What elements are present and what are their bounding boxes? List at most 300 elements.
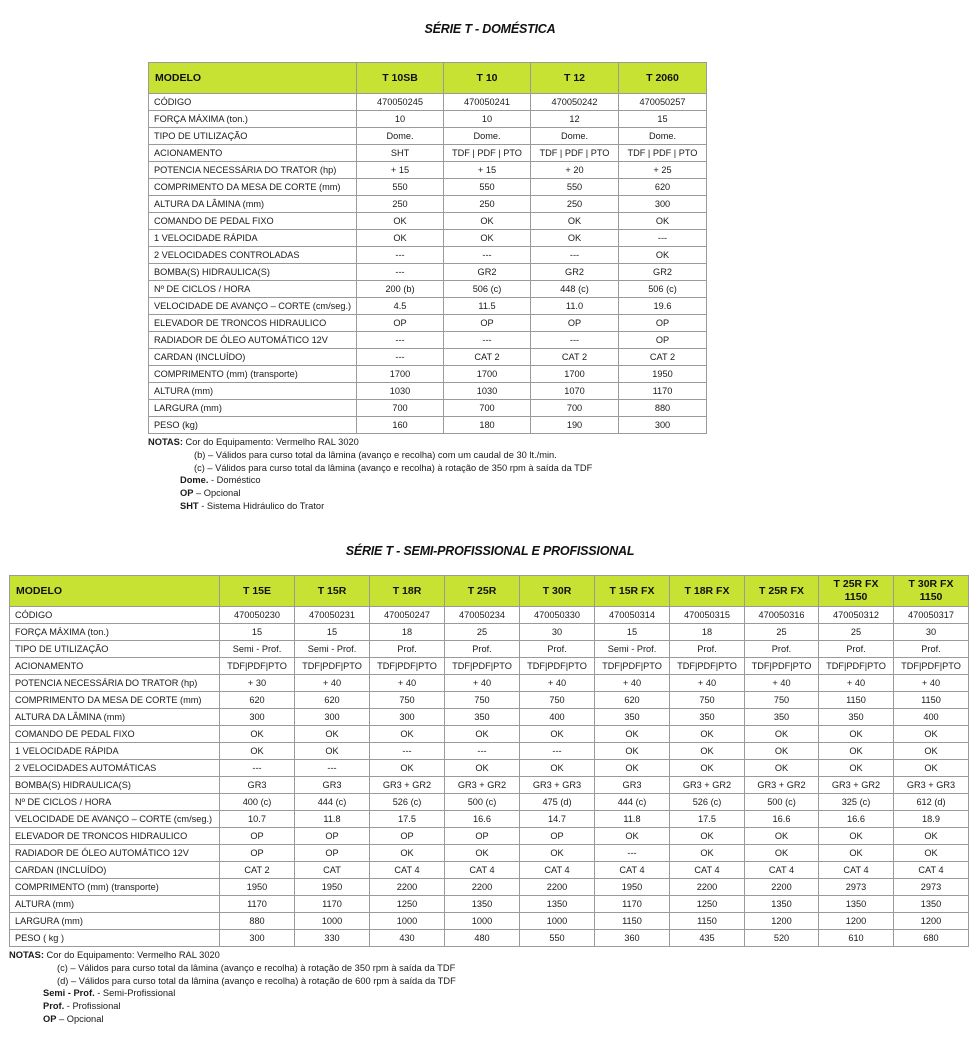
note-abbreviation: SHT	[180, 500, 199, 511]
column-header-model: T 10SB	[357, 63, 444, 94]
cell-value: 180	[444, 417, 531, 434]
cell-value: ---	[444, 247, 531, 264]
cell-value: 19.6	[619, 298, 707, 315]
cell-value: 520	[745, 930, 819, 947]
cell-value: 470050257	[619, 94, 707, 111]
cell-value: 2200	[445, 879, 520, 896]
cell-value: GR3 + GR2	[819, 777, 894, 794]
cell-value: 1350	[819, 896, 894, 913]
cell-value: 470050314	[595, 607, 670, 624]
cell-value: 11.5	[444, 298, 531, 315]
row-label: RADIADOR DE ÓLEO AUTOMÁTICO 12V	[10, 845, 220, 862]
row-label: RADIADOR DE ÓLEO AUTOMÁTICO 12V	[149, 332, 357, 349]
note-line	[9, 1013, 456, 1026]
notes-header-line	[9, 949, 456, 962]
cell-value: TDF|PDF|PTO	[295, 658, 370, 675]
cell-value: 10.7	[220, 811, 295, 828]
cell-value: 470050230	[220, 607, 295, 624]
cell-value: 750	[370, 692, 445, 709]
table-row	[149, 145, 707, 162]
cell-value: 16.6	[445, 811, 520, 828]
cell-value: OK	[370, 726, 445, 743]
cell-value: 10	[357, 111, 444, 128]
cell-value: 2200	[745, 879, 819, 896]
cell-value: 15	[595, 624, 670, 641]
note-text: (c) – Válidos para curso total da lâmina (avanço e recolha) à rotação de 350 rpm à saída da TDF	[57, 962, 456, 973]
cell-value: OK	[894, 760, 969, 777]
cell-value: CAT 2	[531, 349, 619, 366]
cell-value: OK	[894, 828, 969, 845]
table-row	[10, 845, 969, 862]
cell-value: 470050242	[531, 94, 619, 111]
cell-value: + 40	[520, 675, 595, 692]
cell-value: CAT 4	[445, 862, 520, 879]
cell-value: Dome.	[531, 128, 619, 145]
cell-value: 2200	[520, 879, 595, 896]
row-label: FORÇA MÁXIMA (ton.)	[10, 624, 220, 641]
row-label: VELOCIDADE DE AVANÇO – CORTE (cm/seg.)	[149, 298, 357, 315]
row-label: COMPRIMENTO (mm) (transporte)	[10, 879, 220, 896]
cell-value: 1700	[357, 366, 444, 383]
row-label: FORÇA MÁXIMA (ton.)	[149, 111, 357, 128]
cell-value: OK	[670, 845, 745, 862]
cell-value: CAT 4	[745, 862, 819, 879]
cell-value: OK	[619, 247, 707, 264]
cell-value: GR3 + GR2	[370, 777, 445, 794]
cell-value: GR3	[295, 777, 370, 794]
cell-value: 1350	[520, 896, 595, 913]
cell-value: + 40	[595, 675, 670, 692]
cell-value: 360	[595, 930, 670, 947]
cell-value: 550	[444, 179, 531, 196]
row-label: CÓDIGO	[149, 94, 357, 111]
cell-value: 1350	[894, 896, 969, 913]
cell-value: 2973	[819, 879, 894, 896]
cell-value: 250	[444, 196, 531, 213]
cell-value: CAT 4	[819, 862, 894, 879]
cell-value: OK	[595, 828, 670, 845]
cell-value: TDF|PDF|PTO	[819, 658, 894, 675]
table-row	[149, 383, 707, 400]
cell-value: 300	[295, 709, 370, 726]
cell-value: 325 (c)	[819, 794, 894, 811]
cell-value: 700	[531, 400, 619, 417]
cell-value: OK	[595, 760, 670, 777]
row-label: BOMBA(S) HIDRAULICA(S)	[10, 777, 220, 794]
cell-value: OP	[295, 845, 370, 862]
note-text: (c) – Válidos para curso total da lâmina (avanço e recolha) à rotação de 350 rpm à saída da TDF	[194, 462, 593, 473]
cell-value: Semi - Prof.	[295, 641, 370, 658]
row-label: CARDAN (INCLUÍDO)	[149, 349, 357, 366]
cell-value: OP	[444, 315, 531, 332]
domestic-notes	[148, 436, 592, 513]
cell-value: 400 (c)	[220, 794, 295, 811]
note-line	[148, 449, 592, 462]
cell-value: OK	[670, 760, 745, 777]
cell-value: 330	[295, 930, 370, 947]
notes-header-line	[148, 436, 592, 449]
cell-value: 10	[444, 111, 531, 128]
cell-value: CAT 4	[670, 862, 745, 879]
cell-value: 526 (c)	[670, 794, 745, 811]
cell-value: ---	[444, 332, 531, 349]
cell-value: TDF | PDF | PTO	[531, 145, 619, 162]
note-line	[9, 962, 456, 975]
cell-value: 700	[444, 400, 531, 417]
cell-value: OP	[445, 828, 520, 845]
cell-value: CAT 4	[520, 862, 595, 879]
table-row	[10, 709, 969, 726]
cell-value: 18	[370, 624, 445, 641]
cell-value: 16.6	[819, 811, 894, 828]
domestic-spec-table	[148, 62, 707, 434]
cell-value: ---	[619, 230, 707, 247]
cell-value: 506 (c)	[444, 281, 531, 298]
domestic-series-title: SÉRIE T - DOMÉSTICA	[424, 22, 556, 36]
cell-value: Dome.	[444, 128, 531, 145]
cell-value: 1150	[894, 692, 969, 709]
cell-value: 475 (d)	[520, 794, 595, 811]
cell-value: + 40	[819, 675, 894, 692]
table-row	[10, 828, 969, 845]
cell-value: OK	[295, 726, 370, 743]
cell-value: + 30	[220, 675, 295, 692]
cell-value: + 40	[894, 675, 969, 692]
table-row	[149, 128, 707, 145]
professional-spec-table	[9, 575, 969, 947]
cell-value: 350	[819, 709, 894, 726]
cell-value: + 40	[670, 675, 745, 692]
note-line	[9, 1000, 456, 1013]
cell-value: OK	[819, 743, 894, 760]
cell-value: OK	[619, 213, 707, 230]
cell-value: 550	[531, 179, 619, 196]
row-label: LARGURA (mm)	[149, 400, 357, 417]
cell-value: TDF|PDF|PTO	[595, 658, 670, 675]
table-row	[10, 896, 969, 913]
cell-value: GR2	[531, 264, 619, 281]
cell-value: 470050317	[894, 607, 969, 624]
row-label: COMANDO DE PEDAL FIXO	[10, 726, 220, 743]
row-label: CÓDIGO	[10, 607, 220, 624]
cell-value: OK	[370, 845, 445, 862]
cell-value: Prof.	[370, 641, 445, 658]
cell-value: 470050245	[357, 94, 444, 111]
cell-value: OK	[819, 726, 894, 743]
cell-value: 15	[295, 624, 370, 641]
cell-value: Prof.	[745, 641, 819, 658]
column-header-model: T 15E	[220, 576, 295, 607]
row-label: COMPRIMENTO DA MESA DE CORTE (mm)	[149, 179, 357, 196]
row-label: TIPO DE UTILIZAÇÃO	[10, 641, 220, 658]
cell-value: TDF|PDF|PTO	[670, 658, 745, 675]
cell-value: 444 (c)	[295, 794, 370, 811]
row-label: ALTURA DA LÂMINA (mm)	[149, 196, 357, 213]
note-text: (d) – Válidos para curso total da lâmina (avanço e recolha) à rotação de 600 rpm à saída da TDF	[57, 975, 456, 986]
cell-value: OK	[445, 726, 520, 743]
column-header-model: T 30R FX 1150	[894, 576, 969, 607]
cell-value: OK	[357, 230, 444, 247]
table-row	[10, 913, 969, 930]
cell-value: 610	[819, 930, 894, 947]
table-row	[149, 366, 707, 383]
row-label: ELEVADOR DE TRONCOS HIDRAULICO	[10, 828, 220, 845]
row-label: PESO ( kg )	[10, 930, 220, 947]
note-line	[9, 975, 456, 988]
cell-value: 448 (c)	[531, 281, 619, 298]
table-row	[10, 760, 969, 777]
row-label: ALTURA (mm)	[149, 383, 357, 400]
cell-value: OK	[444, 230, 531, 247]
cell-value: 25	[445, 624, 520, 641]
cell-value: 350	[445, 709, 520, 726]
table-row	[149, 315, 707, 332]
cell-value: OP	[531, 315, 619, 332]
cell-value: OK	[520, 845, 595, 862]
cell-value: 15	[220, 624, 295, 641]
cell-value: OK	[370, 760, 445, 777]
cell-value: 1350	[745, 896, 819, 913]
cell-value: 550	[520, 930, 595, 947]
column-header-model: T 15R	[295, 576, 370, 607]
cell-value: OK	[745, 760, 819, 777]
cell-value: 300	[370, 709, 445, 726]
cell-value: 1000	[370, 913, 445, 930]
cell-value: 250	[357, 196, 444, 213]
cell-value: CAT	[295, 862, 370, 879]
cell-value: CAT 2	[444, 349, 531, 366]
cell-value: + 15	[357, 162, 444, 179]
cell-value: 1350	[445, 896, 520, 913]
column-header-model: T 12	[531, 63, 619, 94]
cell-value: ---	[520, 743, 595, 760]
cell-value: 620	[595, 692, 670, 709]
cell-value: TDF|PDF|PTO	[370, 658, 445, 675]
cell-value: 300	[220, 930, 295, 947]
cell-value: 1170	[220, 896, 295, 913]
cell-value: CAT 4	[894, 862, 969, 879]
cell-value: OK	[357, 213, 444, 230]
table-row	[149, 162, 707, 179]
cell-value: TDF|PDF|PTO	[445, 658, 520, 675]
cell-value: 470050234	[445, 607, 520, 624]
note-abbreviation: Semi - Prof.	[43, 988, 95, 999]
note-text: - Semi-Profissional	[94, 988, 176, 999]
note-abbreviation: Dome.	[180, 475, 209, 486]
row-label: 2 VELOCIDADES CONTROLADAS	[149, 247, 357, 264]
cell-value: ---	[595, 845, 670, 862]
note-text: - Sistema Hidráulico do Trator	[198, 500, 325, 511]
cell-value: CAT 2	[220, 862, 295, 879]
row-label: POTENCIA NECESSÁRIA DO TRATOR (hp)	[149, 162, 357, 179]
column-header-model: T 15R FX	[595, 576, 670, 607]
table-row	[149, 196, 707, 213]
header-row	[10, 576, 969, 607]
cell-value: 750	[520, 692, 595, 709]
row-label: COMPRIMENTO DA MESA DE CORTE (mm)	[10, 692, 220, 709]
note-text: - Doméstico	[208, 475, 261, 486]
cell-value: 160	[357, 417, 444, 434]
row-label: ACIONAMENTO	[149, 145, 357, 162]
cell-value: OK	[295, 743, 370, 760]
cell-value: GR2	[619, 264, 707, 281]
cell-value: 750	[670, 692, 745, 709]
row-label: Nº DE CICLOS / HORA	[10, 794, 220, 811]
note-abbreviation: OP	[43, 1013, 57, 1024]
cell-value: 1170	[595, 896, 670, 913]
note-abbreviation: Prof.	[43, 1001, 65, 1012]
table-row	[10, 675, 969, 692]
cell-value: 1030	[357, 383, 444, 400]
cell-value: 620	[619, 179, 707, 196]
cell-value: TDF|PDF|PTO	[520, 658, 595, 675]
column-header-model: T 25R FX	[745, 576, 819, 607]
cell-value: OK	[894, 743, 969, 760]
cell-value: GR3 + GR2	[745, 777, 819, 794]
cell-value: + 40	[295, 675, 370, 692]
cell-value: 1950	[295, 879, 370, 896]
cell-value: 750	[745, 692, 819, 709]
cell-value: SHT	[357, 145, 444, 162]
cell-value: Prof.	[445, 641, 520, 658]
cell-value: Prof.	[520, 641, 595, 658]
cell-value: ---	[220, 760, 295, 777]
cell-value: OK	[819, 845, 894, 862]
cell-value: OK	[745, 726, 819, 743]
table-row	[149, 349, 707, 366]
cell-value: 250	[531, 196, 619, 213]
cell-value: 300	[619, 417, 707, 434]
cell-value: ---	[295, 760, 370, 777]
table-row	[10, 692, 969, 709]
cell-value: OK	[220, 726, 295, 743]
cell-value: 17.5	[370, 811, 445, 828]
cell-value: ---	[531, 247, 619, 264]
cell-value: 750	[445, 692, 520, 709]
cell-value: 1170	[295, 896, 370, 913]
cell-value: OK	[444, 213, 531, 230]
cell-value: 700	[357, 400, 444, 417]
cell-value: 2200	[670, 879, 745, 896]
cell-value: 1250	[370, 896, 445, 913]
table-row	[10, 607, 969, 624]
cell-value: 1700	[444, 366, 531, 383]
note-line	[9, 987, 456, 1000]
row-label: 2 VELOCIDADES AUTOMÁTICAS	[10, 760, 220, 777]
cell-value: 612 (d)	[894, 794, 969, 811]
note-text: - Profissional	[64, 1001, 121, 1012]
cell-value: 880	[220, 913, 295, 930]
column-header-model: T 18R FX	[670, 576, 745, 607]
cell-value: 14.7	[520, 811, 595, 828]
table-row	[10, 777, 969, 794]
cell-value: 506 (c)	[619, 281, 707, 298]
note-text: – Opcional	[56, 1013, 104, 1024]
cell-value: 1950	[220, 879, 295, 896]
cell-value: OK	[520, 760, 595, 777]
cell-value: GR3 + GR3	[894, 777, 969, 794]
row-label: COMANDO DE PEDAL FIXO	[149, 213, 357, 230]
table-row	[149, 417, 707, 434]
cell-value: 400	[520, 709, 595, 726]
table-row	[10, 726, 969, 743]
table-row	[10, 794, 969, 811]
row-label: COMPRIMENTO (mm) (transporte)	[149, 366, 357, 383]
cell-value: 18	[670, 624, 745, 641]
table-row	[149, 332, 707, 349]
table-row	[10, 879, 969, 896]
note-line	[148, 500, 592, 513]
cell-value: + 15	[444, 162, 531, 179]
cell-value: 1700	[531, 366, 619, 383]
cell-value: Prof.	[894, 641, 969, 658]
cell-value: ---	[531, 332, 619, 349]
column-header-model: T 25R FX 1150	[819, 576, 894, 607]
cell-value: 470050312	[819, 607, 894, 624]
cell-value: 2200	[370, 879, 445, 896]
row-label: Nº DE CICLOS / HORA	[149, 281, 357, 298]
cell-value: 30	[894, 624, 969, 641]
table-row	[149, 281, 707, 298]
row-label: LARGURA (mm)	[10, 913, 220, 930]
cell-value: GR3 + GR2	[445, 777, 520, 794]
cell-value: 526 (c)	[370, 794, 445, 811]
cell-value: + 40	[370, 675, 445, 692]
column-header-model: T 18R	[370, 576, 445, 607]
cell-value: OK	[445, 760, 520, 777]
cell-value: OP	[619, 332, 707, 349]
cell-value: OK	[745, 743, 819, 760]
cell-value: 1200	[894, 913, 969, 930]
cell-value: TDF|PDF|PTO	[894, 658, 969, 675]
cell-value: OK	[745, 845, 819, 862]
cell-value: 470050241	[444, 94, 531, 111]
cell-value: OK	[819, 828, 894, 845]
table-row	[149, 179, 707, 196]
note-text: – Opcional	[193, 488, 241, 499]
cell-value: 470050315	[670, 607, 745, 624]
cell-value: OK	[520, 726, 595, 743]
cell-value: 880	[619, 400, 707, 417]
cell-value: TDF|PDF|PTO	[745, 658, 819, 675]
cell-value: 430	[370, 930, 445, 947]
row-label: VELOCIDADE DE AVANÇO – CORTE (cm/seg.)	[10, 811, 220, 828]
cell-value: 1150	[819, 692, 894, 709]
cell-value: CAT 2	[619, 349, 707, 366]
row-label: 1 VELOCIDADE RÁPIDA	[10, 743, 220, 760]
cell-value: 1950	[595, 879, 670, 896]
cell-value: 11.0	[531, 298, 619, 315]
cell-value: 435	[670, 930, 745, 947]
cell-value: 480	[445, 930, 520, 947]
table-row	[149, 111, 707, 128]
cell-value: 18.9	[894, 811, 969, 828]
professional-series-title: SÉRIE T - SEMI-PROFISSIONAL E PROFISSIONAL	[345, 544, 635, 558]
table-row	[10, 811, 969, 828]
cell-value: 15	[619, 111, 707, 128]
note-line	[148, 474, 592, 487]
table-row	[10, 641, 969, 658]
cell-value: + 20	[531, 162, 619, 179]
cell-value: GR2	[444, 264, 531, 281]
row-label: CARDAN (INCLUÍDO)	[10, 862, 220, 879]
table-row	[149, 213, 707, 230]
table-row	[149, 298, 707, 315]
notes-equipment-color: Cor do Equipamento: Vermelho RAL 3020	[46, 950, 220, 960]
cell-value: GR3	[220, 777, 295, 794]
cell-value: 1950	[619, 366, 707, 383]
cell-value: TDF|PDF|PTO	[220, 658, 295, 675]
